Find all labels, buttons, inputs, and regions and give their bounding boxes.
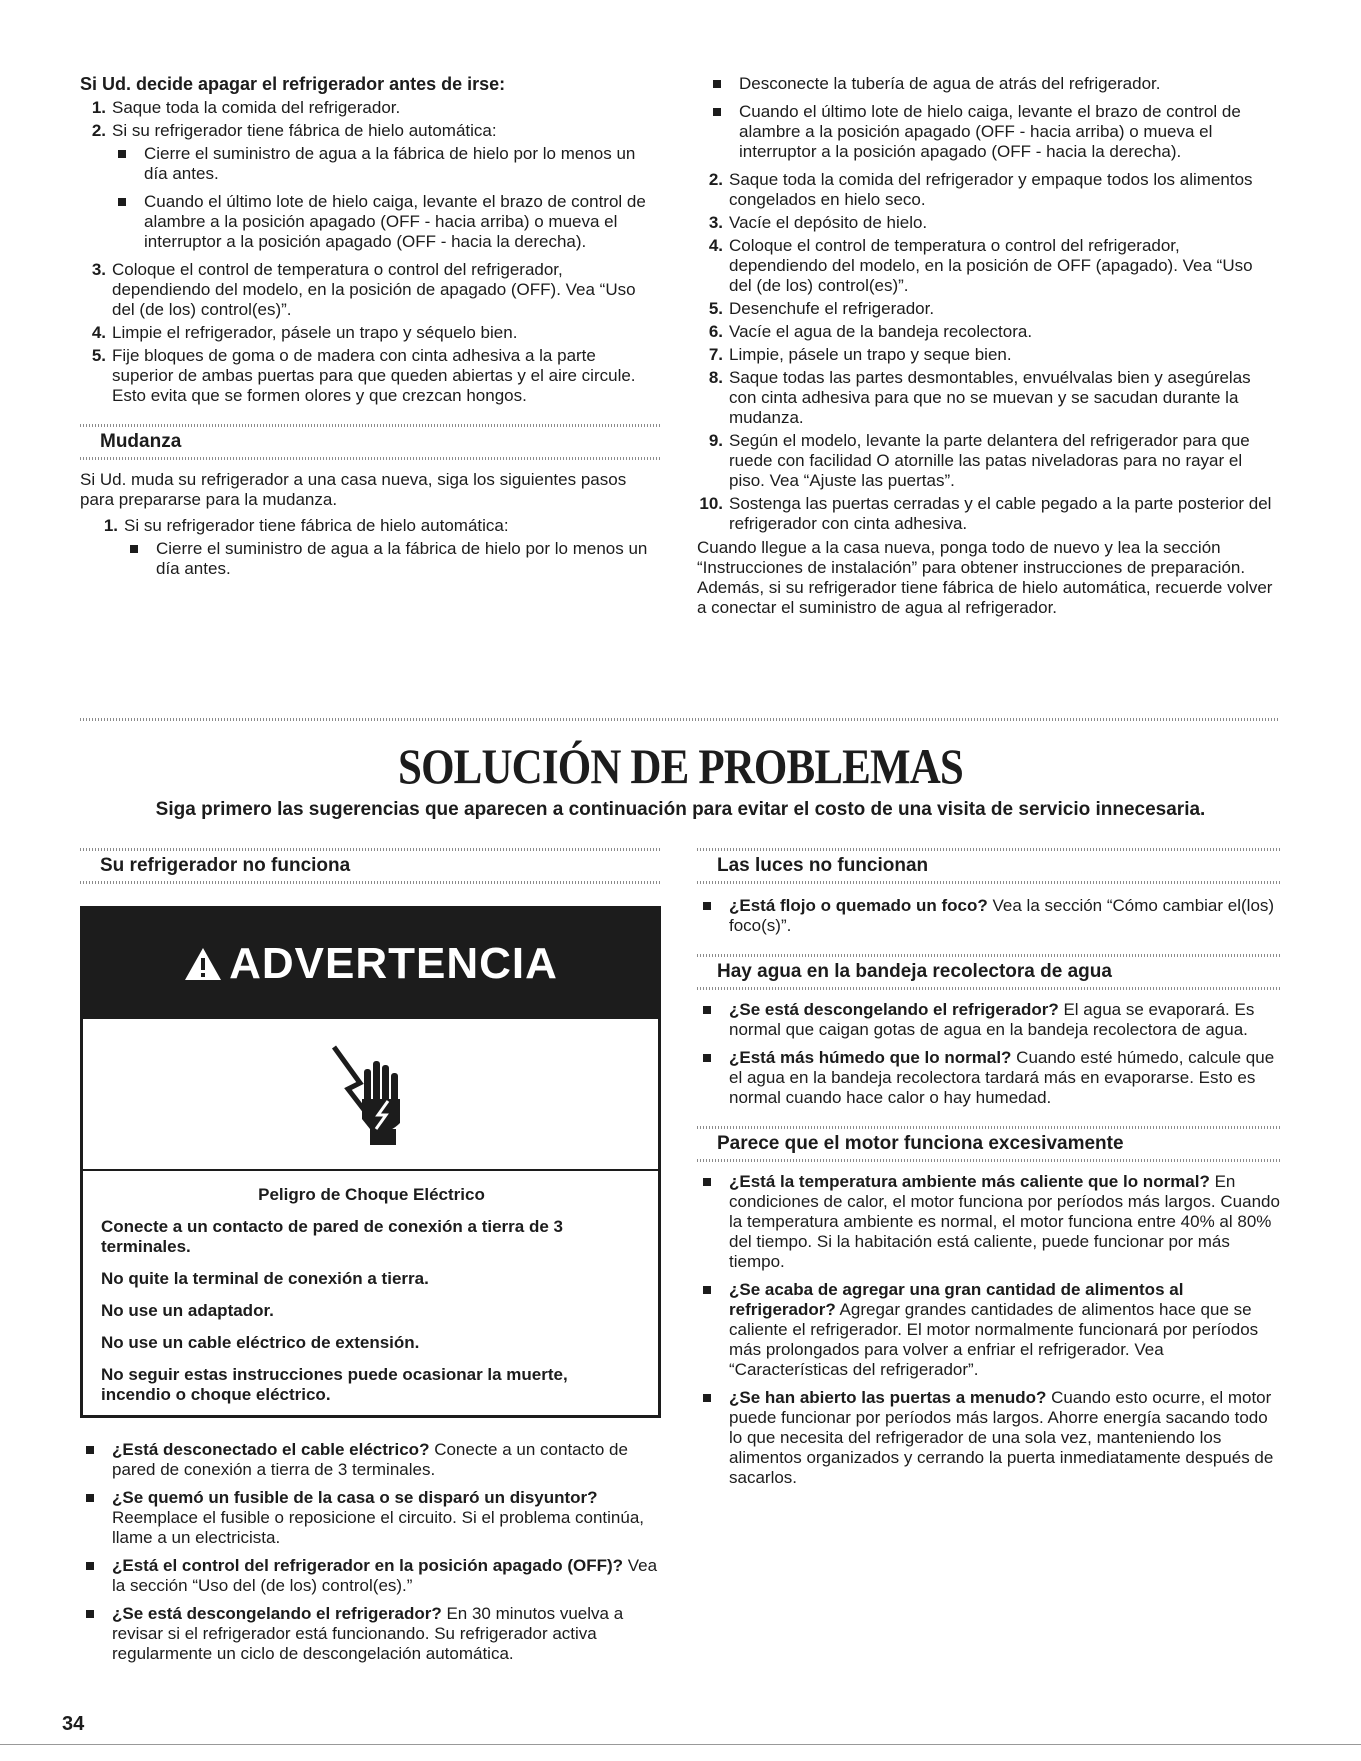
luces-list xyxy=(697,896,1280,936)
bullet-item: Cuando el último lote de hielo caiga, levante el brazo de control de alambre a la posición apagado (OFF - hacia arriba) o mueva el interruptor a la posición apagado (OFF - hacia la derecha). xyxy=(112,192,660,252)
bullet-list xyxy=(124,539,660,579)
section-title: Hay agua en la bandeja recolectora de agua xyxy=(717,961,1112,982)
full-width-divider xyxy=(80,718,1280,721)
list-item: 5. Fije bloques de goma o de madera con cinta adhesiva a la parte superior de ambas puertas para que queden abiertas y el aire circule. Esto evita que se formen olores y que crezcan hongos. xyxy=(91,346,636,405)
warning-title: ADVERTENCIA xyxy=(229,939,558,988)
bullet-square-icon xyxy=(118,150,126,158)
list-item: 2. Si su refrigerador tiene fábrica de hielo automática: Cierre el suministro de agua a la fábrica de hielo por lo menos un día antes. Cuando el último lote de hielo caiga, levante el brazo de control de alambre a la posición apagado (OFF - hacia arriba) o mueva el interruptor a la posición apagado (OFF - hacia la derecha). xyxy=(80,121,660,252)
danger-label: Peligro de Choque Eléctrico xyxy=(258,1185,485,1204)
bottom-divider xyxy=(0,1744,1361,1745)
warning-line: No seguir estas instrucciones puede ocasionar la muerte, incendio o choque eléctrico. xyxy=(101,1365,568,1404)
left-bottom-column xyxy=(80,848,660,1672)
list-item: 6. Vacíe el agua de la bandeja recolectora. xyxy=(708,322,1033,341)
bullet-list xyxy=(707,74,1277,162)
bullet-square-icon xyxy=(86,1562,94,1570)
bullet-item: Cierre el suministro de agua a la fábrica de hielo por lo menos un día antes. xyxy=(124,539,660,579)
bullet-square-icon xyxy=(118,198,126,206)
warning-triangle-icon xyxy=(183,946,223,982)
section-title: Mudanza xyxy=(100,431,182,452)
bullet-square-icon xyxy=(130,545,138,553)
bullet-square-icon xyxy=(703,1286,711,1294)
right-bottom-column xyxy=(697,848,1280,1496)
bullet-item: Cuando el último lote de hielo caiga, levante el brazo de control de alambre a la posición apagado (OFF - hacia arriba) o mueva el interruptor a la posición apagado (OFF - hacia la derecha). xyxy=(707,102,1277,162)
list-item: 5. Desenchufe el refrigerador. xyxy=(708,299,935,318)
no-funciona-list xyxy=(80,1440,660,1664)
mudanza-section-header xyxy=(80,424,660,460)
bullet-item: ¿Está más húmedo que lo normal? Cuando esté húmedo, calcule que el agua en la bandeja recolectora tardará más en evaporarse. Esto es normal cuando hace calor o hay humedad. xyxy=(697,1048,1280,1108)
bullet-item: Desconecte la tubería de agua de atrás del refrigerador. xyxy=(707,74,1277,94)
bullet-item: ¿Se está descongelando el refrigerador? El agua se evaporará. Es normal que caigan gotas de agua en la bandeja recolectora de agua. xyxy=(697,1000,1280,1040)
agua-list xyxy=(697,1000,1280,1108)
section-title: Parece que el motor funciona excesivamente xyxy=(717,1133,1124,1154)
mudanza-intro: Si Ud. muda su refrigerador a una casa nueva, siga los siguientes pasos para prepararse para la mudanza. xyxy=(80,470,627,509)
bullet-item: ¿Está desconectado el cable eléctrico? Conecte a un contacto de pared de conexión a tierra de 3 terminales. xyxy=(80,1440,660,1480)
bullet-square-icon xyxy=(703,902,711,910)
motor-section-header xyxy=(697,1126,1280,1162)
list-item: 8. Saque todas las partes desmontables, envuélvalas bien y asegúrelas con cinta adhesiva para que no se muevan y se sacudan durante la mudanza. xyxy=(708,368,1251,427)
bullet-square-icon xyxy=(703,1178,711,1186)
agua-section-header xyxy=(697,954,1280,990)
bullet-square-icon xyxy=(86,1446,94,1454)
page-number: 34 xyxy=(62,1713,85,1735)
warning-body xyxy=(83,1171,658,1415)
mudanza-steps xyxy=(92,516,660,579)
divider xyxy=(697,1159,1280,1162)
divider xyxy=(697,881,1280,884)
bullet-list xyxy=(112,144,660,252)
bullet-square-icon xyxy=(713,80,721,88)
bullet-square-icon xyxy=(703,1006,711,1014)
right-top-column xyxy=(697,74,1277,618)
bullet-square-icon xyxy=(703,1394,711,1402)
warning-line: No use un adaptador. xyxy=(101,1301,274,1320)
bullet-item: ¿Está flojo o quemado un foco? Vea la sección “Cómo cambiar el(los) foco(s)”. xyxy=(697,896,1280,936)
bullet-item: ¿Se quemó un fusible de la casa o se disparó un disyuntor? Reemplace el fusible o reposicione el circuito. Si el problema continúa, llame a un electricista. xyxy=(80,1488,660,1548)
bullet-item: ¿Se han abierto las puertas a menudo? Cuando esto ocurre, el motor puede funcionar por períodos más largos. Ahorre energía sacando todo lo que necesita del refrigerador de una sola vez, manteniendo los alimentos organizados y cerrando la puerta inmediatamente después de sacarlos. xyxy=(697,1388,1280,1488)
shutdown-steps xyxy=(80,98,660,406)
bullet-item: Cierre el suministro de agua a la fábrica de hielo por lo menos un día antes. xyxy=(112,144,660,184)
bullet-square-icon xyxy=(703,1054,711,1062)
motor-list xyxy=(697,1172,1280,1488)
electric-shock-hand-icon xyxy=(83,1019,658,1171)
list-item: 4. Limpie el refrigerador, pásele un trapo y séquelo bien. xyxy=(91,323,518,342)
divider xyxy=(697,987,1280,990)
page-title: SOLUCIÓN DE PROBLEMAS xyxy=(398,738,963,794)
section-title: Su refrigerador no funciona xyxy=(100,855,351,876)
list-item: 2. Saque toda la comida del refrigerador y empaque todos los alimentos congelados en hielo seco. xyxy=(708,170,1253,209)
bullet-item: ¿Está el control del refrigerador en la posición apagado (OFF)? Vea la sección “Uso del (de los) control(es).” xyxy=(80,1556,660,1596)
warning-header xyxy=(83,909,658,1019)
left-top-column xyxy=(80,74,660,587)
list-item: 7. Limpie, pásele un trapo y seque bien. xyxy=(708,345,1012,364)
bullet-item: ¿Se está descongelando el refrigerador? En 30 minutos vuelva a revisar si el refrigerador está funcionando. Su refrigerador activa regularmente un ciclo de descongelación automática. xyxy=(80,1604,660,1664)
list-item: 3. Vacíe el depósito de hielo. xyxy=(708,213,928,232)
list-item: 4. Coloque el control de temperatura o control del refrigerador, dependiendo del modelo, en la posición de OFF (apagado). Vea “Uso del (de los) control(es)”. xyxy=(708,236,1253,295)
bullet-item: ¿Se acaba de agregar una gran cantidad de alimentos al refrigerador? Agregar grandes cantidades de alimentos hace que se caliente el refrigerador. El motor normalmente funcionará por períodos más prolongados para volver a enfriar el refrigerador. Vea “Características del refrigerador”. xyxy=(697,1280,1280,1380)
list-item: 1. Saque toda la comida del refrigerador. xyxy=(91,98,401,117)
divider xyxy=(80,457,660,460)
list-item: 3. Coloque el control de temperatura o control del refrigerador, dependiendo del modelo, en la posición de apagado (OFF). Vea “Uso del (de los) control(es)”. xyxy=(91,260,636,319)
section-title: Las luces no funcionan xyxy=(717,855,929,876)
warning-line: No use un cable eléctrico de extensión. xyxy=(101,1333,420,1352)
bullet-square-icon xyxy=(713,108,721,116)
warning-box xyxy=(80,906,661,1418)
list-item: 9. Según el modelo, levante la parte delantera del refrigerador para que ruede con facilidad O atornille las patas niveladoras para no rayar el piso. Vea “Ajuste las puertas”. xyxy=(708,431,1250,490)
list-item: 10. Sostenga las puertas cerradas y el cable pegado a la parte posterior del refrigerador con cinta adhesiva. xyxy=(699,494,1272,533)
mudanza-closing: Cuando llegue a la casa nueva, ponga todo de nuevo y lea la sección “Instrucciones de instalación” para obtener instrucciones de preparación. Además, si su refrigerador tiene fábrica de hielo automática, recuerde volver a conectar el suministro de agua al refrigerador. xyxy=(697,538,1273,617)
page-subtitle: Siga primero las sugerencias que aparecen a continuación para evitar el costo de una visita de servicio innecesaria. xyxy=(155,799,1206,820)
warning-line: No quite la terminal de conexión a tierra. xyxy=(101,1269,429,1288)
shutdown-heading: Si Ud. decide apagar el refrigerador antes de irse: xyxy=(80,74,506,94)
bullet-item: ¿Está la temperatura ambiente más caliente que lo normal? En condiciones de calor, el motor funciona por períodos más largos. Cuando la temperatura ambiente es normal, el motor funciona entre 40% al 80% del tiempo. Si la habitación está caliente, puede funcionar por más tiempo. xyxy=(697,1172,1280,1272)
bullet-square-icon xyxy=(86,1494,94,1502)
no-funciona-section-header xyxy=(80,848,660,884)
list-item: 1. Si su refrigerador tiene fábrica de hielo automática: Cierre el suministro de agua a la fábrica de hielo por lo menos un día antes. xyxy=(92,516,660,579)
warning-line: Conecte a un contacto de pared de conexión a tierra de 3 terminales. xyxy=(101,1217,563,1256)
bullet-square-icon xyxy=(86,1610,94,1618)
luces-section-header xyxy=(697,848,1280,884)
divider xyxy=(80,881,660,884)
mudanza-steps-continued xyxy=(697,170,1277,534)
